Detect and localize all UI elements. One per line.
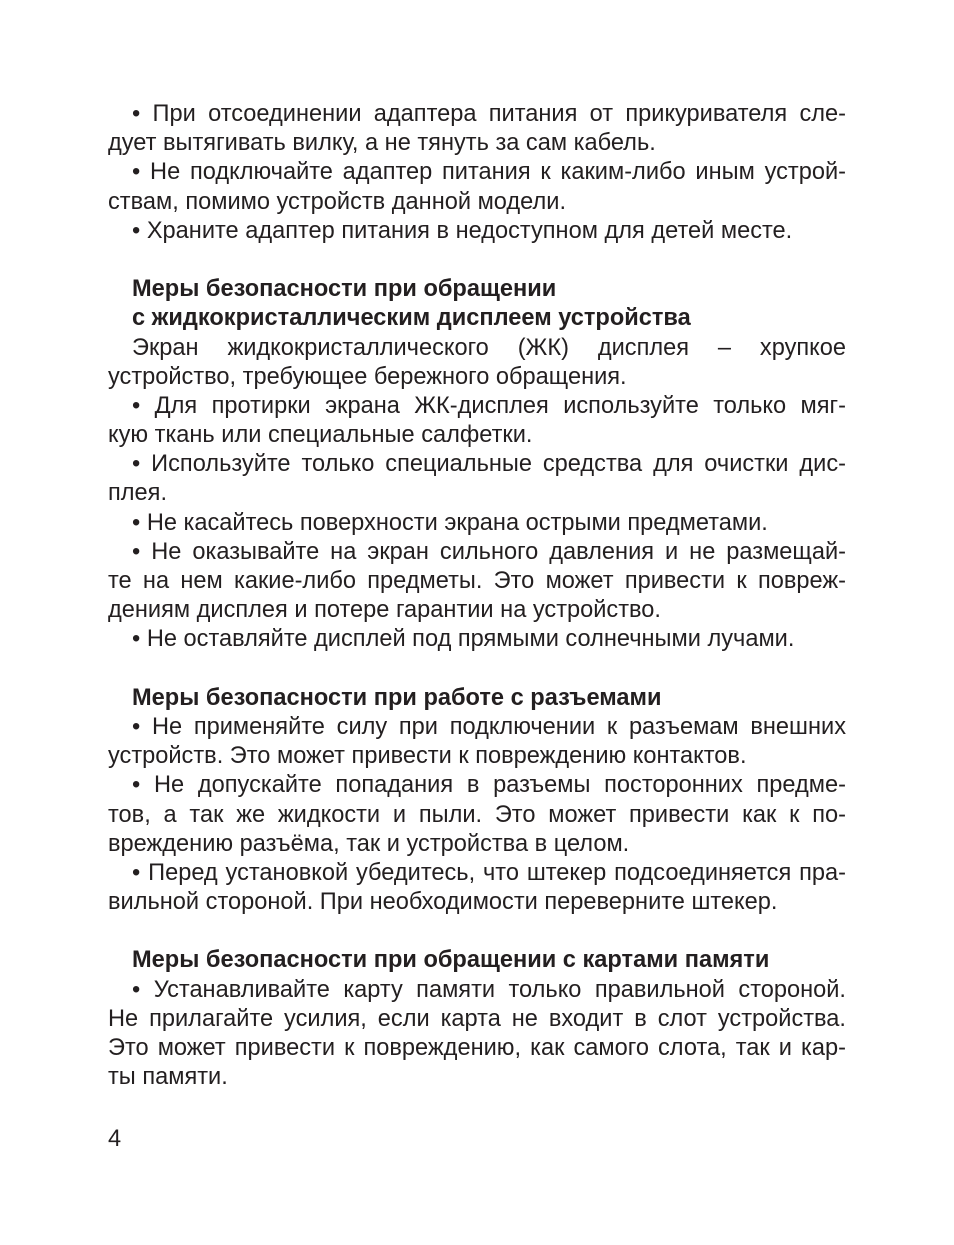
text-line: плея. xyxy=(108,480,167,507)
text-line: • Используйте только специальные средства для очистки дис- xyxy=(132,451,846,478)
section-gap xyxy=(108,917,846,946)
page-body xyxy=(108,100,846,1092)
text-line: Экран жидкокристаллического (ЖК) дисплея – хрупкое xyxy=(132,334,846,361)
text-line: вреждению разъёма, так и устройства в целом. xyxy=(108,830,630,857)
text-line: ствам, помимо устройств данной модели. xyxy=(108,188,567,215)
text-line: устройство, требующее бережного обращения. xyxy=(108,363,627,390)
section-heading-line: Меры безопасности при работе с разъемами xyxy=(132,684,662,711)
text-line: • Не оставляйте дисплей под прямыми солнечными лучами. xyxy=(132,626,795,653)
text-line: кую ткань или специальные салфетки. xyxy=(108,422,533,449)
text-line: ты памяти. xyxy=(108,1064,228,1091)
text-line: Не прилагайте усилия, если карта не входит в слот устройства. xyxy=(108,1005,846,1032)
text-line: тов, а так же жидкости и пыли. Это может привести как к по- xyxy=(108,801,846,828)
text-line: • Не подключайте адаптер питания к каким-либо иным устрой- xyxy=(132,159,846,186)
text-line: • Не применяйте силу при подключении к разъемам внешних xyxy=(132,713,846,740)
page-number: 4 xyxy=(108,1126,122,1152)
text-line: • Не допускайте попадания в разъемы посторонних предме- xyxy=(132,772,846,799)
section-gap xyxy=(108,655,846,684)
section-gap xyxy=(108,246,846,275)
text-line: • Перед установкой убедитесь, что штекер подсоединяется пра- xyxy=(132,859,846,886)
text-line: • Устанавливайте карту памяти только правильной стороной. xyxy=(132,976,846,1003)
section-heading-line: с жидкокристаллическим дисплеем устройства xyxy=(132,305,691,332)
text-line: • Храните адаптер питания в недоступном для детей месте. xyxy=(132,217,793,244)
text-line: дениям дисплея и потере гарантии на устройство. xyxy=(108,597,661,624)
text-line: вильной стороной. При необходимости переверните штекер. xyxy=(108,889,778,916)
text-line: устройств. Это может привести к повреждению контактов. xyxy=(108,743,747,770)
text-line: • Для протирки экрана ЖК-дисплея используйте только мяг- xyxy=(132,392,846,419)
text-line: Это может привести к повреждению, как самого слота, так и кар- xyxy=(108,1035,846,1061)
section-heading-line: Меры безопасности при обращении xyxy=(132,276,557,303)
text-line: • Не касайтесь поверхности экрана острыми предметами. xyxy=(132,509,768,536)
section-heading-line: Меры безопасности при обращении с картами памяти xyxy=(132,947,770,974)
text-line: • Не оказывайте на экран сильного давления и не размещай- xyxy=(132,538,846,565)
text-line: дует вытягивать вилку, а не тянуть за сам кабель. xyxy=(108,130,656,157)
text-line: • При отсоединении адаптера питания от прикуривателя сле- xyxy=(132,101,846,127)
text-line: те на нем какие-либо предметы. Это может привести к повреж- xyxy=(108,568,846,594)
